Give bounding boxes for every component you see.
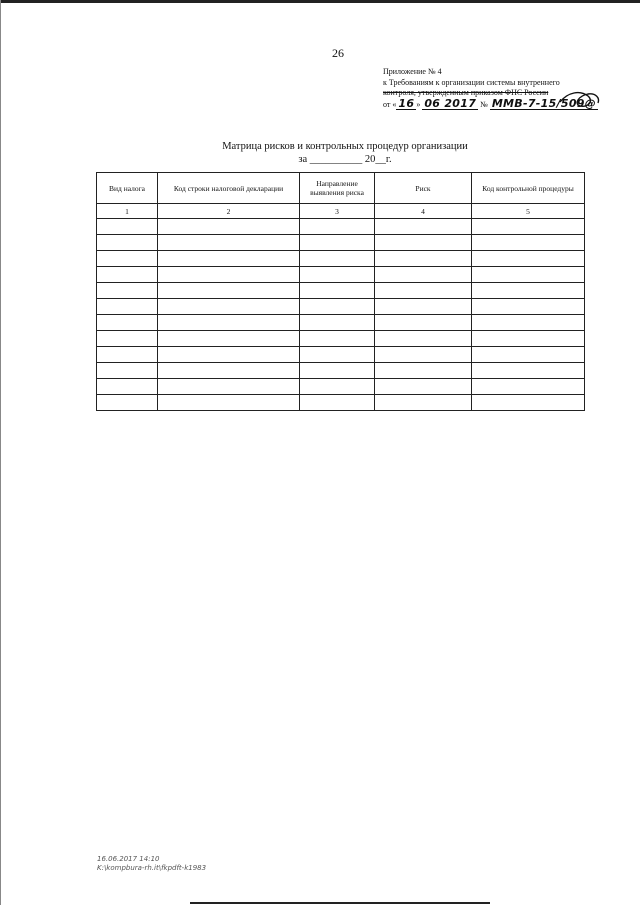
handwritten-day: 16 [398,96,415,110]
date-prefix: от « [383,99,397,109]
table-cell [158,331,300,347]
table-cell [472,283,585,299]
table-cell [375,235,472,251]
table-cell [158,379,300,395]
table-cell [375,395,472,411]
table-cell [97,219,158,235]
table-cell [300,315,375,331]
table-cell [158,251,300,267]
table-cell [158,283,300,299]
table-cell [375,331,472,347]
signature-swirl-icon [558,88,602,112]
table-cell [300,299,375,315]
table-row [97,331,585,347]
table-cell [300,267,375,283]
table-cell [375,251,472,267]
table-cell [300,283,375,299]
handwritten-order-number: ММВ-7-15/509@ [491,96,597,110]
column-number: 3 [300,204,375,219]
table-cell [158,363,300,379]
scan-left-edge [0,0,1,905]
title-line-1: Матрица рисков и контрольных процедур организации [222,141,468,152]
page-number: 26 [332,46,344,60]
table-row [97,235,585,251]
table-row [97,219,585,235]
header-risk: Риск [375,173,472,204]
table-row [97,395,585,411]
table-cell [158,299,300,315]
table-cell [97,251,158,267]
table-cell [158,235,300,251]
table-cell [375,363,472,379]
table-cell [472,235,585,251]
table-cell [300,331,375,347]
column-number: 5 [472,204,585,219]
table-cell [300,363,375,379]
table-cell [472,299,585,315]
table-cell [375,379,472,395]
table-row [97,283,585,299]
table-row [97,315,585,331]
handwritten-date: 06 2017 [424,96,477,110]
table-cell [97,267,158,283]
table-cell [158,219,300,235]
table-cell [97,395,158,411]
table-cell [158,395,300,411]
table-cell [300,379,375,395]
table-cell [375,219,472,235]
table-cell [375,299,472,315]
table-cell [97,347,158,363]
scan-bottom-edge [190,902,490,904]
table-cell [158,347,300,363]
print-footer [97,855,206,873]
header-tax-type: Вид налога [97,173,158,204]
header-procedure-code: Код контрольной процедуры [472,173,585,204]
footer-path: K:\kompbura-rh.it\fkpdft-k1983 [97,864,207,872]
footer-timestamp: 16.06.2017 14:10 [97,855,160,863]
header-line-code: Код строки налоговой декларации [158,173,300,204]
table-cell [97,331,158,347]
table-cell [472,315,585,331]
table-cell [375,347,472,363]
table-cell [472,347,585,363]
table-cell [375,315,472,331]
column-number: 1 [97,204,158,219]
column-number: 2 [158,204,300,219]
table-cell [472,363,585,379]
table-cell [158,315,300,331]
number-prefix: № [480,99,488,109]
table-cell [300,235,375,251]
table-cell [97,283,158,299]
table-cell [300,395,375,411]
table-cell [472,395,585,411]
table-header-row [97,173,585,204]
table-row [97,379,585,395]
table-cell [300,219,375,235]
scan-top-edge [0,0,640,3]
table-cell [97,379,158,395]
table-cell [472,331,585,347]
table-cell [472,219,585,235]
table-cell [97,363,158,379]
appendix-line-2: к Требованиям к организации системы внутреннего [383,77,560,87]
table-number-row [97,204,585,219]
column-number: 4 [375,204,472,219]
table-cell [472,251,585,267]
table-row [97,363,585,379]
header-risk-direction: Направление выявления риска [300,173,375,204]
table-row [97,251,585,267]
table-cell [472,379,585,395]
title-period: за __________ 20__г. [298,154,392,165]
table-cell [375,283,472,299]
appendix-line-1: Приложение № 4 [383,67,442,76]
table-row [97,299,585,315]
table-cell [97,299,158,315]
table-cell [158,267,300,283]
table-row [97,347,585,363]
table-cell [472,267,585,283]
risk-matrix-table [96,172,585,411]
table-cell [97,235,158,251]
table-cell [300,251,375,267]
date-mid: » [416,99,421,109]
table-cell [375,267,472,283]
table-cell [97,315,158,331]
table-cell [300,347,375,363]
appendix-line-3: контроля, утвержденным приказом ФНС России [383,88,549,97]
document-title [0,140,640,166]
table-row [97,267,585,283]
